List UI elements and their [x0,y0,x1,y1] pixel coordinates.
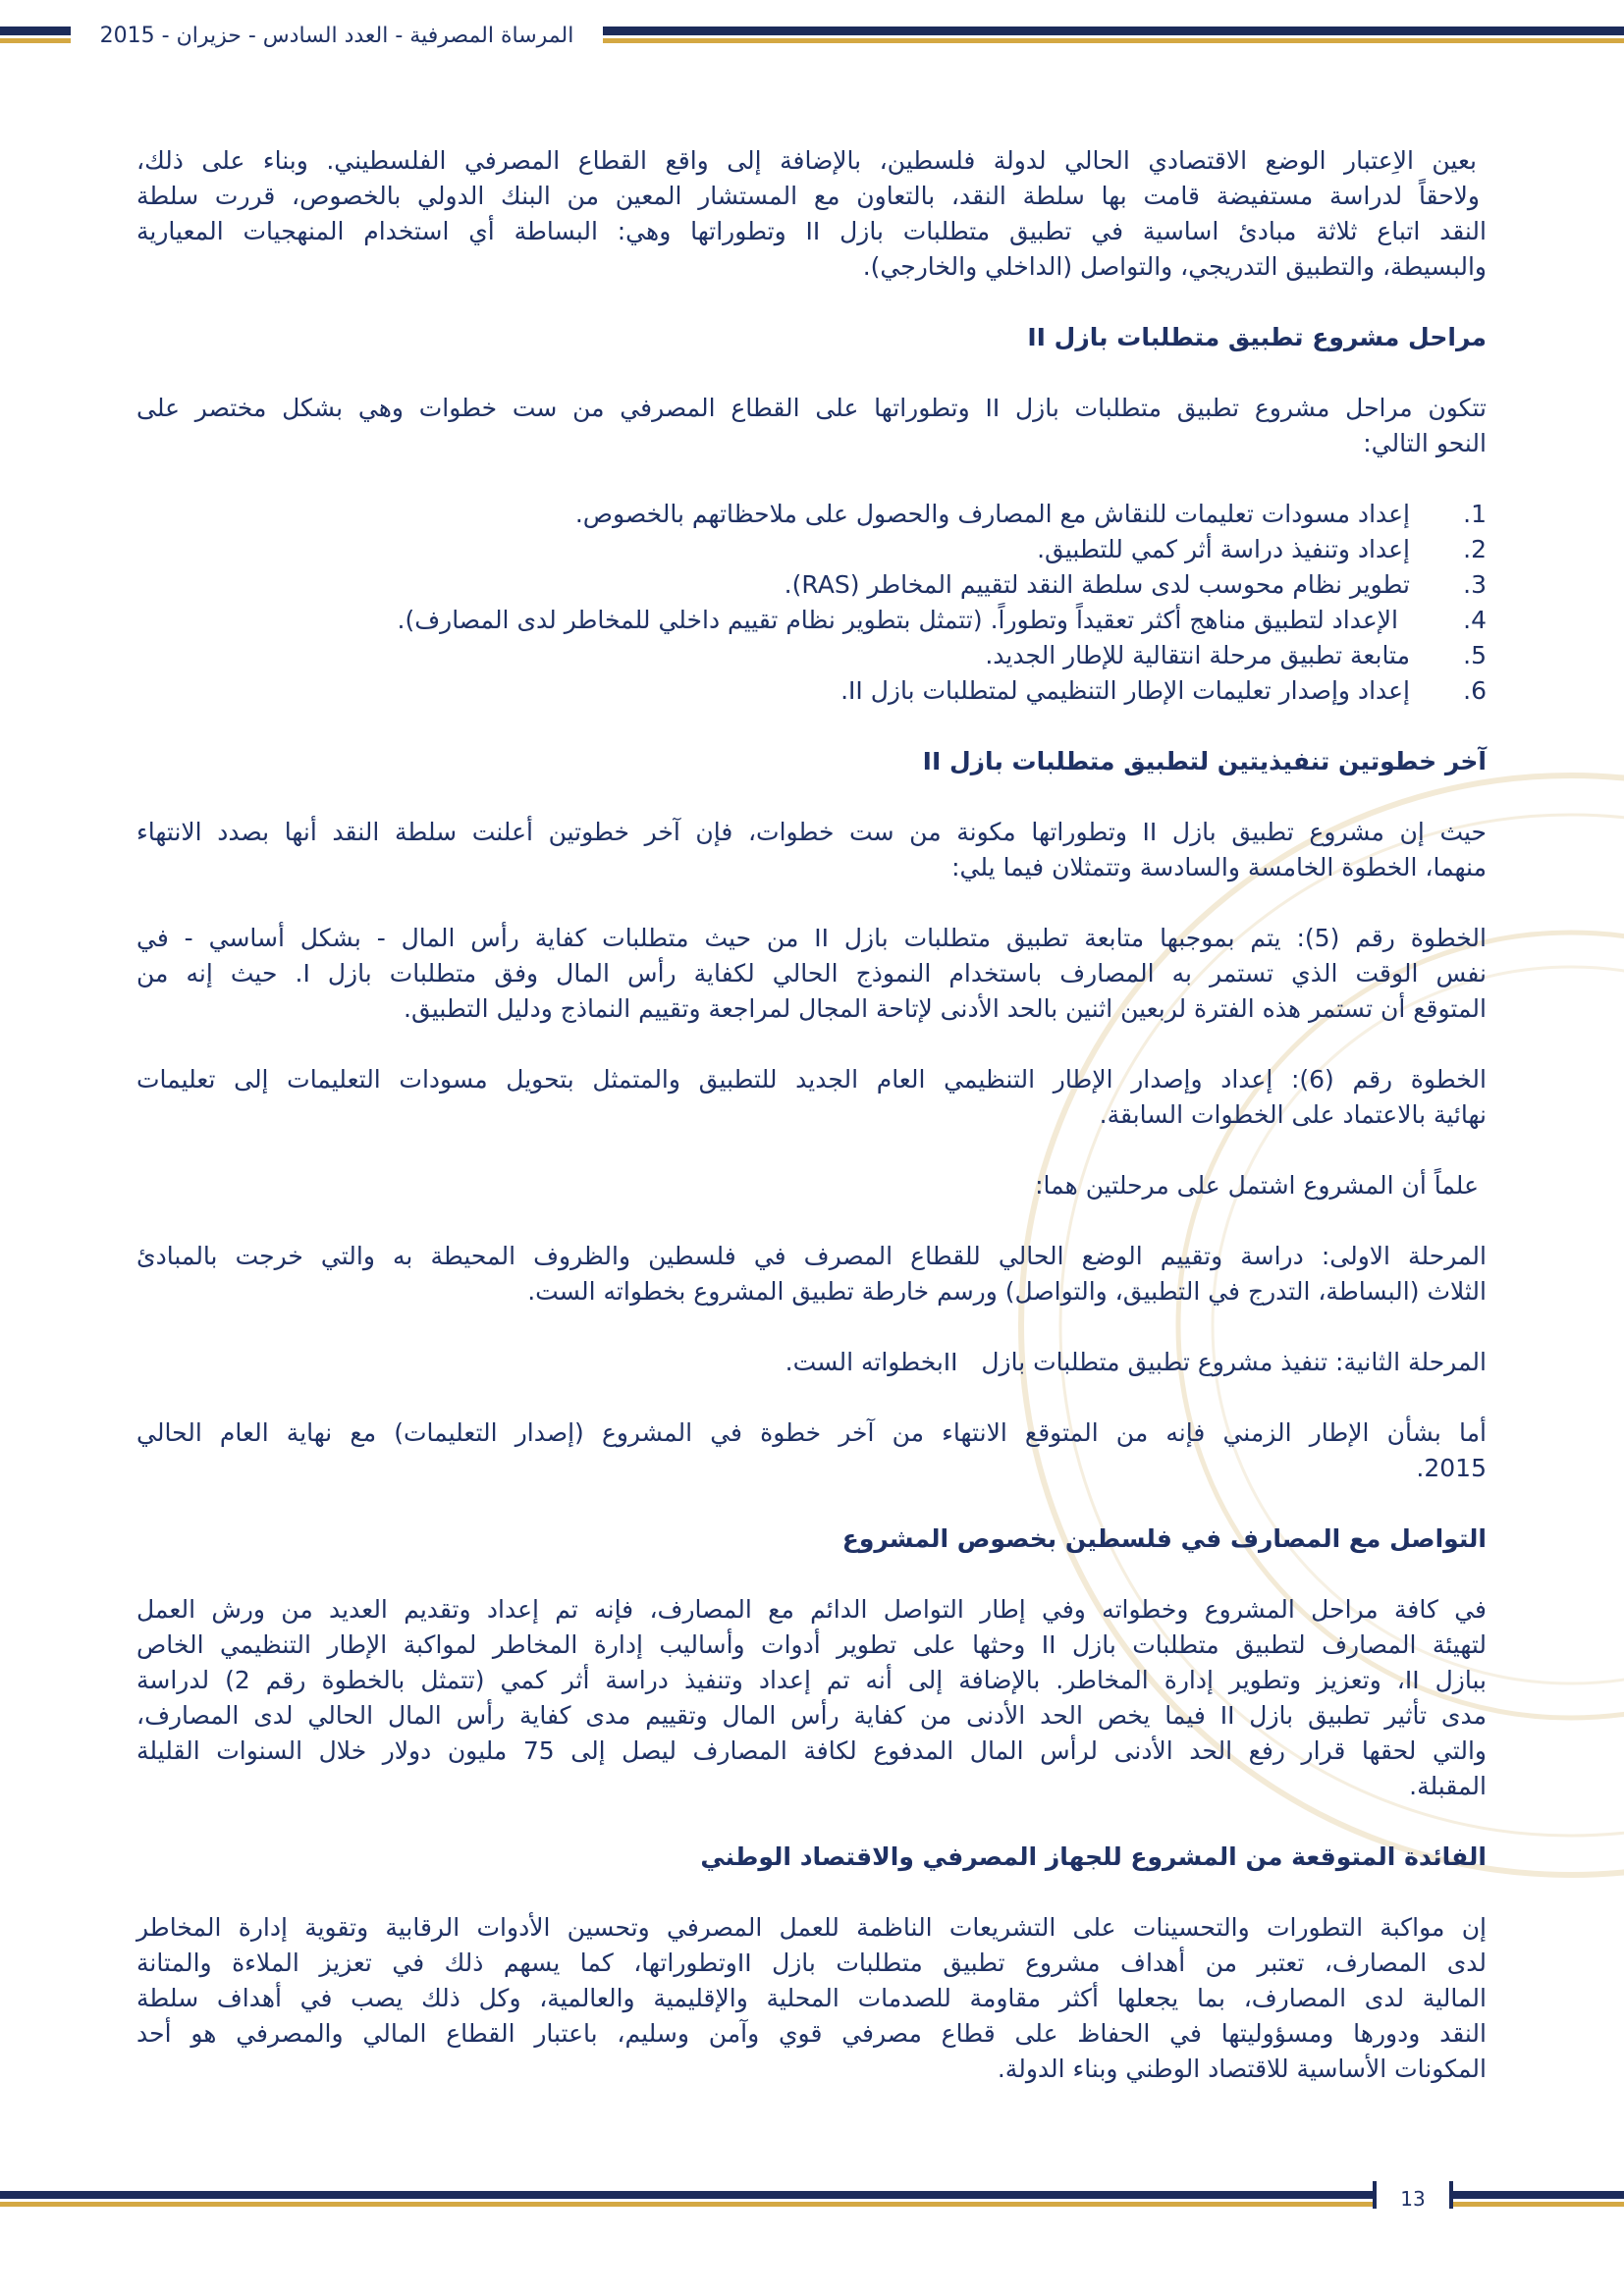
list-item-text: الإعداد لتطبيق مناهج أكثر تعقيداً وتطوراً. (تتمثل بتطوير نظام تقييم داخلي للمخاطر لدى المصارف). [397,606,1398,634]
list-item-number: 5. [1463,641,1487,669]
paragraph-line: حيث إن مشروع تطبيق بازل II وتطوراتها مكونة من ست خطوات، فإن آخر خطوتين أعلنت سلطة النقد أنها بصدد الانتهاء [136,818,1487,846]
header-rule-navy-left [0,27,71,35]
article-body [136,143,1487,2087]
paragraph-spacer [136,1557,1487,1592]
paragraph-spacer [136,1203,1487,1239]
paragraph-line: المكونات الأساسية للاقتصاد الوطني وبناء الدولة. [997,2055,1487,2083]
header-rule-gold-left [0,38,71,43]
page-number: 13 [1400,2187,1426,2211]
paragraph-line: ولاحقاً لدراسة مستفيضة قامت بها سلطة النقد، بالتعاون مع المستشار المعين من البنك الدولي بالخصوص، قررت سلطة [136,182,1480,210]
list-item-number: 1. [1463,500,1487,528]
paragraph-spacer [136,1486,1487,1522]
paragraph-line: المالية لدى المصارف، بما يجعلها أكثر مقاومة للصدمات المحلية والإقليمية والعالمية، وكل ذلك يصب في أهداف سلطة [136,1984,1487,2012]
paragraph-line: نهائية بالاعتماد على الخطوات السابقة. [1099,1100,1487,1129]
paragraph-spacer [136,355,1487,391]
list-item [136,567,1487,603]
footer-divider-left [1373,2181,1377,2209]
paragraph-line: مدى تأثير تطبيق بازل II فيما يخص الحد الأدنى من كفاية رأس المال وتقييم مدى كفاية رأس المال الحالي لدى المصارف، [136,1701,1487,1730]
paragraph-line: والتي لحقها قرار رفع الحد الأدنى لرأس المال المدفوع لكافة المصارف ليصل إلى 75 مليون دولار خلال السنوات القليلة [136,1736,1487,1765]
section-heading-bank-communication: التواصل مع المصارف في فلسطين بخصوص المشروع [841,1524,1487,1553]
paragraph-line: علماً أن المشروع اشتمل على مرحلتين هما: [1035,1171,1479,1200]
list-item-text: تطوير نظام محوسب لدى سلطة النقد لتقييم المخاطر (RAS). [784,570,1410,599]
paragraph-line: أما بشأن الإطار الزمني فإنه من المتوقع الانتهاء من آخر خطوة في المشروع (إصدار التعليمات) مع نهاية العام الحالي [136,1418,1487,1447]
paragraph-line: النقد اتباع ثلاثة مبادئ اساسية في تطبيق متطلبات بازل II وتطوراتها وهي: البساطة أي استخدام المنهجيات المعيارية [136,217,1487,245]
list-item-text: إعداد وإصدار تعليمات الإطار التنظيمي لمتطلبات بازل II. [840,676,1410,705]
paragraph-spacer [136,885,1487,921]
footer-rule-navy-left [0,2191,1377,2199]
paragraph-line: المقبلة. [1409,1772,1487,1800]
list-item-number: 2. [1463,535,1487,563]
paragraph-line: منهما، الخطوة الخامسة والسادسة وتتمثلان فيما يلي: [951,853,1487,881]
communication-paragraph [136,1592,1487,1804]
paragraph-spacer [136,1380,1487,1415]
paragraph-line: والبسيطة، والتطبيق التدريجي، والتواصل (الداخلي والخارجي). [862,252,1487,281]
paragraph-line: لدى المصارف، تعتبر من أهداف مشروع تطبيق متطلبات بازل IIوتطوراتها، كما يسهم ذلك في تعزيز الملاءة والمتانة [136,1949,1488,1977]
paragraph-line: في كافة مراحل المشروع وخطواته وفي إطار التواصل الدائم مع المصارف، فإنه تم إعداد وتقديم العديد من ورش العمل [136,1595,1487,1624]
paragraph-line: بعين الاِعتبار الوضع الاقتصادي الحالي لدولة فلسطين، بالإضافة إلى واقع القطاع المصرفي الفلسطيني. وبناء على ذلك، [136,146,1477,175]
paragraph-line: نفس الوقت الذي تستمر به المصارف باستخدام النموذج الحالي لكفاية رأس المال وفق متطلبات بازل I. حيث إنه من [136,959,1488,988]
list-item-number: 6. [1463,676,1487,705]
list-item-text: إعداد مسودات تعليمات للنقاش مع المصارف والحصول على ملاحظاتهم بالخصوص. [574,500,1410,528]
step-6-paragraph [136,1062,1487,1133]
paragraph-spacer [136,1133,1487,1168]
header-rule-navy-right [603,27,1624,35]
list-item-number: 3. [1463,570,1487,599]
list-item [136,603,1487,638]
intro-paragraph [136,143,1487,285]
phase-1-paragraph [136,1239,1487,1309]
paragraph-line: الخطوة رقم (6): إعداد وإصدار الإطار التنظيمي العام الجديد للتطبيق والمتمثل بتحويل مسودات التعليمات إلى تعليمات [136,1065,1487,1094]
paragraph-line: ببازل II، وتعزيز وتطوير إدارة المخاطر. بالإضافة إلى أنه تم إعداد وتنفيذ دراسة أثر كمي (تتمثل بالخطوة رقم 2) لدراسة [136,1666,1487,1694]
list-item-text: إعداد وتنفيذ دراسة أثر كمي للتطبيق. [1037,535,1410,563]
list-item-number: 4. [1463,606,1487,634]
paragraph-line: النحو التالي: [1363,429,1487,457]
footer-rule-gold-right [1453,2202,1624,2207]
paragraph [136,1168,1487,1203]
benefit-paragraph [136,1910,1487,2087]
paragraph-line: الثلاث (البساطة، التدرج في التطبيق، والتواصل) ورسم خارطة تطبيق المشروع بخطواته الست. [527,1277,1487,1306]
stages-intro-paragraph [136,391,1487,461]
steps-list [136,497,1487,709]
section-heading-project-stages: مراحل مشروع تطبيق متطلبات بازل II [1027,323,1487,351]
paragraph-spacer [136,1027,1487,1062]
list-item-text: متابعة تطبيق مرحلة انتقالية للإطار الجديد. [985,641,1410,669]
paragraph-line: إن مواكبة التطورات والتحسينات على التشريعات الناظمة للعمل المصرفي وتحسين الأدوات الرقابية وتقوية إدارة المخاطر [136,1913,1487,1942]
footer-rule-gold-left [0,2202,1377,2207]
paragraph-line: المتوقع أن تستمر هذه الفترة لربعين اثنين بالحد الأدنى لإتاحة المجال لمراجعة وتقييم النماذج ودليل التطبيق. [404,994,1487,1023]
paragraph-line: النقد ودورها ومسؤوليتها في الحفاظ على قطاع مصرفي قوي وآمن وسليم، باعتبار القطاع المالي والمصرفي هو أحد [136,2019,1487,2048]
paragraph-spacer [136,709,1487,744]
list-item [136,673,1487,709]
section-heading-expected-benefit: الفائدة المتوقعة من المشروع للجهاز المصرفي والاقتصاد الوطني [700,1842,1487,1871]
section-heading-last-two-steps: آخر خطوتين تنفيذيتين لتطبيق متطلبات بازل II [922,747,1487,775]
paragraph-spacer [136,461,1487,497]
paragraph-line: تتكون مراحل مشروع تطبيق متطلبات بازل II وتطوراتها على القطاع المصرفي من ست خطوات وهي بشكل مختصر على [136,394,1487,422]
list-item [136,497,1487,532]
phase-2-paragraph [136,1345,1487,1380]
paragraph-spacer [136,779,1487,815]
timeline-paragraph [136,1415,1487,1486]
paragraph-line: المرحلة الثانية: تنفيذ مشروع تطبيق متطلبات بازل IIبخطواته الست. [785,1348,1487,1376]
paragraph-line: المرحلة الاولى: دراسة وتقييم الوضع الحالي للقطاع المصرف في فلسطين والظروف المحيطة به والتي خرجت بالمبادئ [136,1242,1487,1270]
paragraph-line: الخطوة رقم (5): يتم بموجبها متابعة تطبيق متطلبات بازل II من حيث متطلبات كفاية رأس المال - بشكل أساسي - في [136,924,1487,952]
paragraph [136,815,1487,885]
paragraph-spacer [136,1804,1487,1840]
footer-rule-navy-right [1453,2191,1624,2199]
paragraph-line: لتهيئة المصارف لتطبيق متطلبات بازل II وحثها على تطوير أدوات وأساليب إدارة المخاطر لمواكبة الإطار التنظيمي الخاص [136,1630,1488,1659]
paragraph-spacer [136,285,1487,320]
list-item [136,532,1487,567]
paragraph-spacer [136,1875,1487,1910]
header-rule-gold-right [603,38,1624,43]
running-header-title: المرساة المصرفية - العدد السادس - حزيران - 2015 [99,24,574,48]
list-item [136,638,1487,673]
paragraph-line: 2015. [1416,1454,1487,1482]
paragraph-spacer [136,1309,1487,1345]
step-5-paragraph [136,921,1487,1027]
